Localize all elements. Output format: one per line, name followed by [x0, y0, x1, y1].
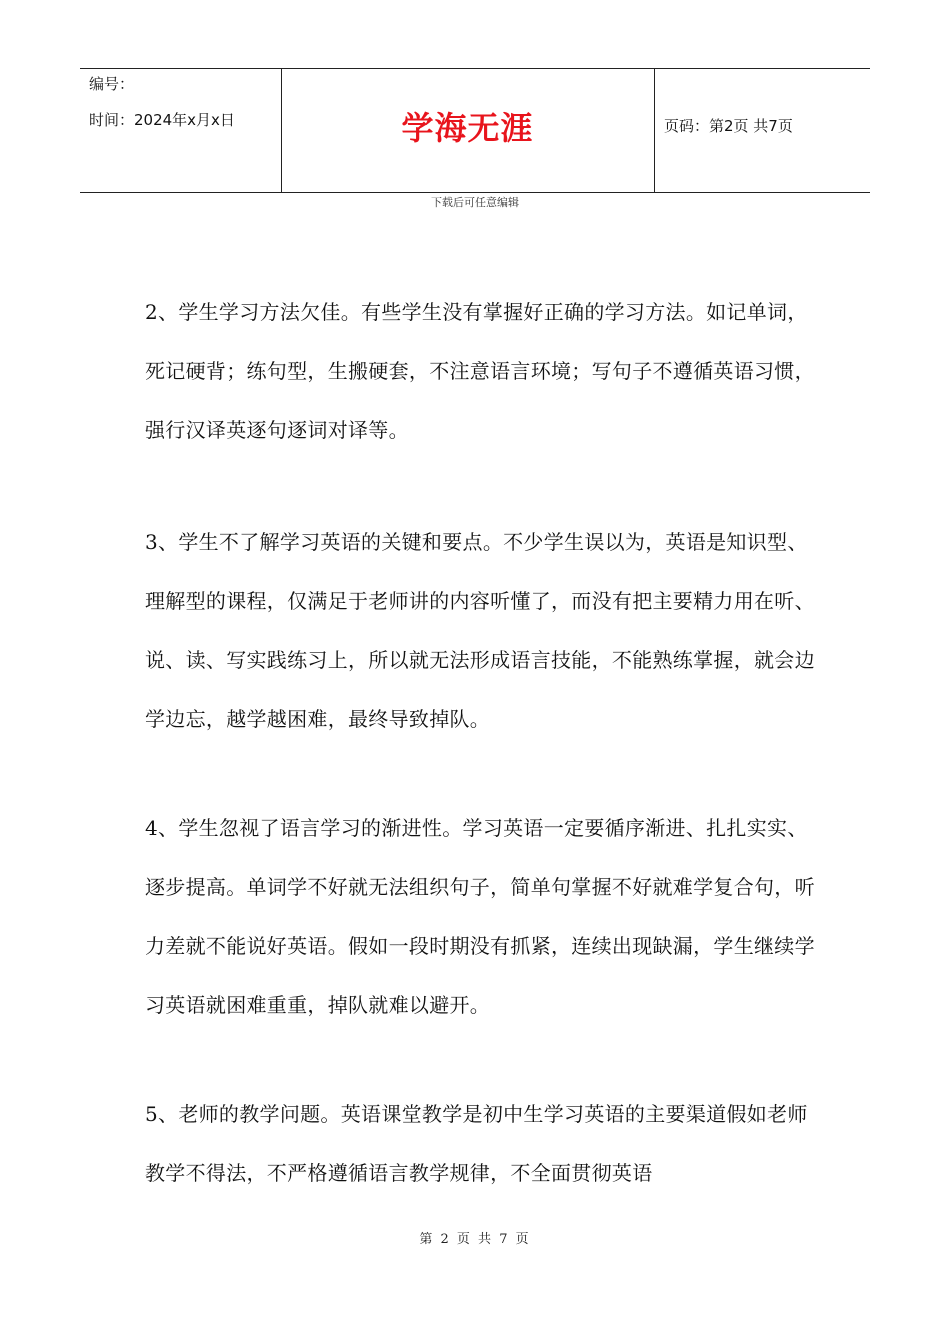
header-page-code: 页码：第2页 共7页 — [664, 117, 793, 135]
body-paragraph: 4、学生忽视了语言学习的渐进性。学习英语一定要循序渐进、扎扎实实、逐步提高。单词学不好就无法组织句子，简单句掌握不好就难学复合句，听力差就不能说好英语。假如一段时期没有抓紧，连续出现缺漏，学生继续学习英语就困难重重，掉队就难以避开。 — [145, 816, 815, 1017]
serial-number-label: 编号： — [89, 75, 135, 93]
editable-note: 下载后可任意编辑 — [431, 196, 519, 209]
body-paragraph: 2、学生学习方法欠佳。有些学生没有掌握好正确的学习方法。如记单词，死记硬背；练句型，生搬硬套，不注意语言环境；写句子不遵循英语习惯，强行汉译英逐句逐词对译等。 — [145, 300, 815, 442]
footer-page-number: 第 2 页 共 7 页 — [419, 1232, 531, 1247]
date-label: 时间：2024年x月x日 — [89, 111, 235, 129]
document-header — [80, 68, 870, 193]
body-paragraph: 3、学生不了解学习英语的关键和要点。不少学生误以为，英语是知识型、理解型的课程，仅满足于老师讲的内容听懂了，而没有把主要精力用在听、说、读、写实践练习上，所以就无法形成语言技能，不能熟练掌握，就会边学边忘，越学越困难，最终导致掉队。 — [145, 530, 815, 731]
header-divider — [654, 69, 655, 192]
brand-title: 学海无涯 — [401, 109, 534, 147]
body-paragraph: 5、老师的教学问题。英语课堂教学是初中生学习英语的主要渠道假如老师教学不得法，不严格遵循语言教学规律，不全面贯彻英语 — [145, 1102, 808, 1185]
